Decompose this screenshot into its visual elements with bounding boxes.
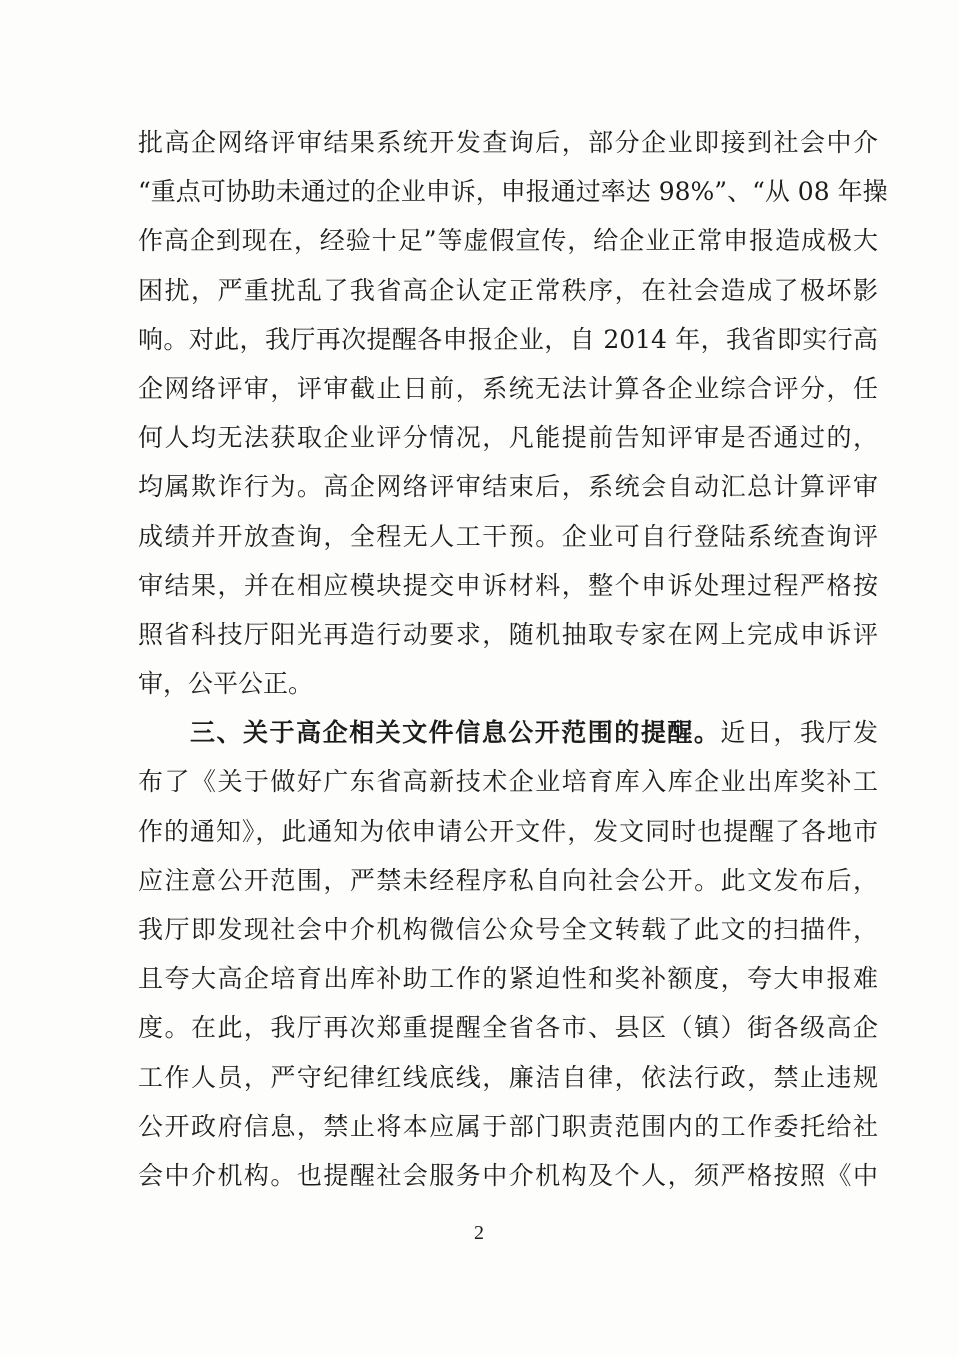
- text-line: 何人均无法获取企业评分情况，凡能提前告知评审是否通过的，: [138, 423, 878, 453]
- text-line: 响。对此，我厅再次提醒各申报企业，自 2014 年，我省即实行高: [138, 324, 878, 354]
- text-line: “重点可协助未通过的企业申诉，申报通过率达 98%”、“从 08 年操: [138, 177, 888, 207]
- text-line: 公开政府信息，禁止将本应属于部门职责范围内的工作委托给社: [138, 1111, 878, 1141]
- page-number: 2: [474, 1222, 484, 1244]
- text-line: 工作人员，严守纪律红线底线，廉洁自律，依法行政，禁止违规: [138, 1062, 878, 1092]
- section-3-first-line: [138, 708, 878, 757]
- text-line: 作高企到现在，经验十足”等虚假宣传，给企业正常申报造成极大: [138, 226, 878, 256]
- text-line: 我厅即发现社会中介机构微信公众号全文转载了此文的扫描件，: [138, 915, 878, 944]
- text-line: 困扰，严重扰乱了我省高企认定正常秩序，在社会造成了极坏影: [138, 275, 878, 305]
- text-line: 且夸大高企培育出库补助工作的紧迫性和奖补额度，夸大申报难: [138, 964, 878, 994]
- body-text: [138, 118, 888, 1200]
- text-line: 审，公平公正。: [138, 669, 314, 699]
- section-3-first-line-rest: 近日，我厅发: [720, 718, 878, 748]
- text-line: 照省科技厅阳光再造行动要求，随机抽取专家在网上完成申诉评: [138, 619, 878, 649]
- text-line: 成绩并开放查询，全程无人工干预。企业可自行登陆系统查询评: [138, 521, 878, 551]
- section-3-heading: 三、关于高企相关文件信息公开范围的提醒。: [190, 718, 721, 748]
- text-line: 批高企网络评审结果系统开发查询后，部分企业即接到社会中介: [138, 128, 878, 157]
- text-line: 布了《关于做好广东省高新技术企业培育库入库企业出库奖补工: [138, 767, 878, 797]
- paragraph-1: [138, 118, 888, 708]
- text-line: 度。在此，我厅再次郑重提醒全省各市、县区（镇）街各级高企: [138, 1013, 878, 1043]
- text-line: 审结果，并在相应模块提交申诉材料，整个申诉处理过程严格按: [138, 570, 878, 600]
- text-line: 企网络评审，评审截止日前，系统无法计算各企业综合评分，任: [138, 373, 878, 403]
- text-line: 会中介机构。也提醒社会服务中介机构及个人，须严格按照《中: [138, 1160, 878, 1190]
- text-line: 作的通知》，此通知为依申请公开文件，发文同时也提醒了各地市: [138, 816, 878, 846]
- text-line: 均属欺诈行为。高企网络评审结束后，系统会自动汇总计算评审: [138, 472, 878, 502]
- text-line: 应注意公开范围，严禁未经程序私自向社会公开。此文发布后，: [138, 865, 878, 895]
- section-3: [138, 708, 878, 1200]
